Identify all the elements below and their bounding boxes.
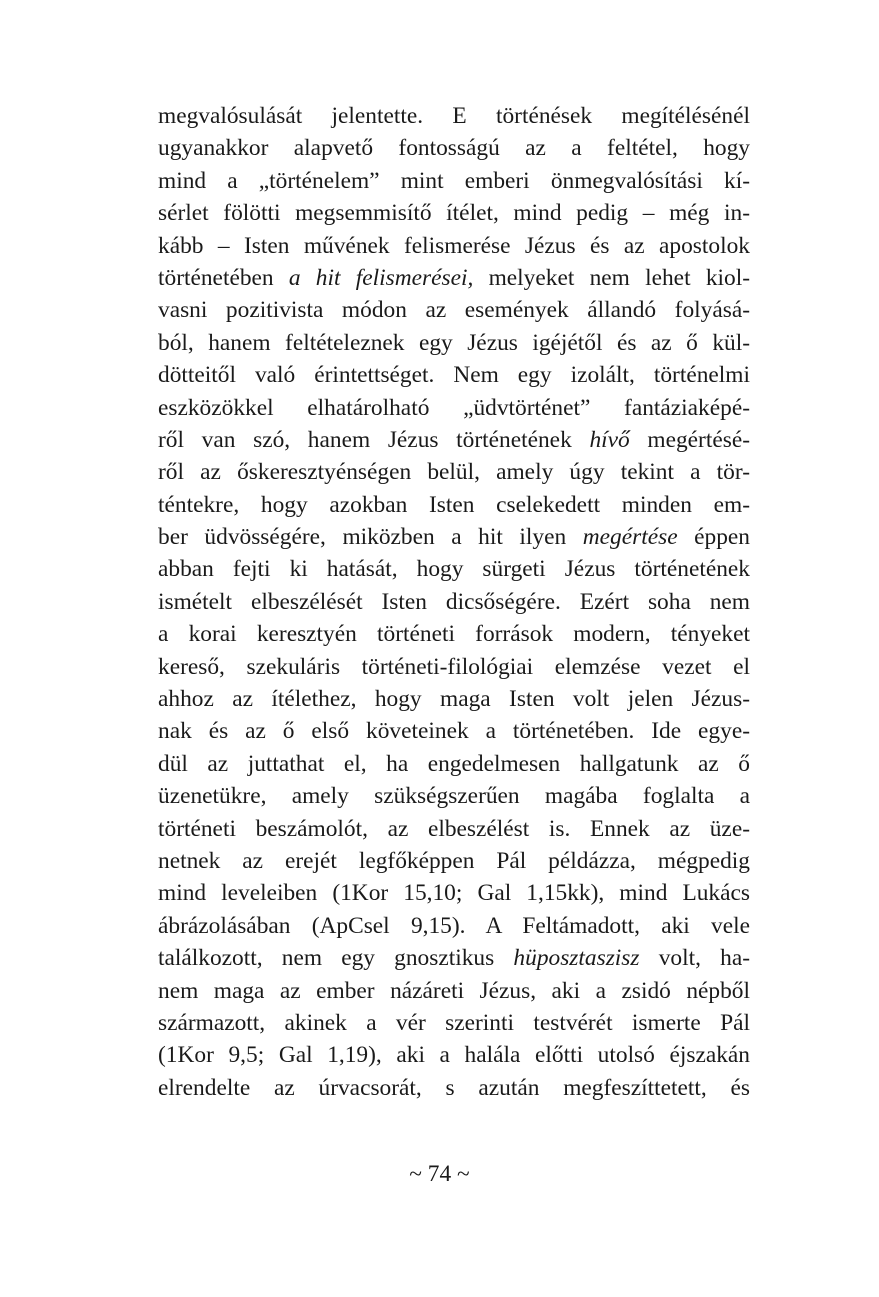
- text-line: [158, 100, 750, 132]
- text-line: [158, 910, 750, 942]
- text-line: [158, 975, 750, 1007]
- text-segment: téntekre, hogy azokban Isten cselekedett minden em-: [158, 491, 750, 518]
- text-line: [158, 521, 750, 553]
- text-segment: megvalósulását jelentette. E történések megítélésénél: [158, 103, 750, 129]
- italic-text: a hit felismerései,: [288, 264, 474, 291]
- text-segment: ber üdvösségére, miközben a hit ilyen: [158, 524, 583, 551]
- text-segment: megértésé-: [629, 426, 750, 453]
- text-segment: dötteitől való érintettséget. Nem egy izolált, történelmi: [158, 362, 750, 389]
- text-line: [158, 845, 750, 877]
- text-line: [158, 294, 750, 326]
- text-segment: származott, akinek a vér szerinti testvérét ismerte Pál: [158, 1009, 750, 1036]
- text-line: [158, 359, 750, 391]
- text-line: [158, 813, 750, 845]
- text-line: [158, 424, 750, 456]
- text-segment: ból, hanem feltételeznek egy Jézus igéjétől és az ő kül-: [158, 329, 750, 356]
- text-segment: nak és az ő első követeinek a történetében. Ide egye-: [158, 718, 750, 745]
- text-line: [158, 651, 750, 683]
- text-line: [158, 489, 750, 521]
- text-line: [158, 230, 750, 262]
- text-segment: történetében: [158, 264, 289, 291]
- text-segment: kereső, szekuláris történeti-filológiai elemzése vezet el: [158, 653, 750, 680]
- text-segment: vasni pozitivista módon az események állandó folyásá-: [158, 297, 750, 324]
- text-line: [158, 456, 750, 488]
- text-line: [158, 132, 750, 164]
- text-line: [158, 197, 750, 229]
- text-segment: kább – Isten művének felismerése Jézus és az apostolok: [158, 232, 750, 259]
- text-line: [158, 748, 750, 780]
- text-segment: nem maga az ember názáreti Jézus, aki a zsidó népből: [158, 977, 750, 1004]
- text-segment: volt, ha-: [639, 945, 750, 972]
- text-line: [158, 780, 750, 812]
- text-line: [158, 165, 750, 197]
- text-line: [158, 586, 750, 618]
- text-segment: melyeket nem lehet kiol-: [473, 264, 751, 291]
- text-segment: mind a „történelem” mint emberi önmegvalósítási kí-: [158, 167, 750, 194]
- text-segment: éppen: [677, 524, 751, 551]
- page-number: ~ 74 ~: [409, 1161, 470, 1187]
- text-line: [158, 327, 750, 359]
- text-line: [158, 1007, 750, 1039]
- text-segment: ről az őskeresztyénségen belül, amely úgy tekint a tör-: [158, 459, 750, 486]
- text-segment: netnek az erejét legfőképpen Pál példázza, mégpedig: [158, 847, 750, 874]
- text-segment: ugyanakkor alapvető fontosságú az a feltétel, hogy: [158, 135, 750, 162]
- text-segment: találkozott, nem egy gnosztikus: [158, 945, 514, 972]
- text-segment: mind leveleiben (1Kor 15,10; Gal 1,15kk), mind Lukács: [158, 880, 750, 907]
- text-segment: a korai keresztyén történeti források modern, tényeket: [158, 621, 750, 648]
- text-segment: sérlet fölötti megsemmisítő ítélet, mind pedig – még in-: [158, 200, 750, 227]
- text-segment: ről van szó, hanem Jézus történetének: [158, 426, 590, 453]
- text-segment: (1Kor 9,5; Gal 1,19), aki a halála előtti utolsó éjszakán: [158, 1042, 750, 1069]
- text-line: [158, 683, 750, 715]
- text-line: [158, 715, 750, 747]
- text-line: [158, 1072, 750, 1104]
- text-segment: ahhoz az ítélethez, hogy maga Isten volt jelen Jézus-: [158, 686, 750, 713]
- text-segment: dül az juttathat el, ha engedelmesen hallgatunk az ő: [158, 750, 750, 777]
- text-line: [158, 262, 750, 294]
- text-line: [158, 392, 750, 424]
- text-segment: történeti beszámolót, az elbeszélést is. Ennek az üze-: [158, 815, 750, 842]
- text-line: [158, 553, 750, 585]
- text-segment: eszközökkel elhatárolható „üdvtörténet” fantáziaképé-: [158, 394, 750, 421]
- text-line: [158, 942, 750, 974]
- italic-text: hüposztaszisz: [513, 945, 640, 972]
- text-segment: ábrázolásában (ApCsel 9,15). A Feltámadott, aki vele: [158, 912, 750, 939]
- text-line: [158, 1039, 750, 1071]
- text-line: [158, 877, 750, 909]
- body-text: [158, 100, 750, 1104]
- text-line: [158, 618, 750, 650]
- italic-text: hívő: [589, 426, 630, 453]
- text-segment: üzenetükre, amely szükségszerűen magába foglalta a: [158, 783, 750, 810]
- text-segment: elrendelte az úrvacsorát, s azután megfeszíttetett, és: [158, 1074, 750, 1101]
- text-segment: ismételt elbeszélését Isten dicsőségére. Ezért soha nem: [158, 588, 750, 615]
- text-segment: abban fejti ki hatását, hogy sürgeti Jézus történetének: [158, 556, 750, 583]
- italic-text: megértése: [582, 524, 678, 551]
